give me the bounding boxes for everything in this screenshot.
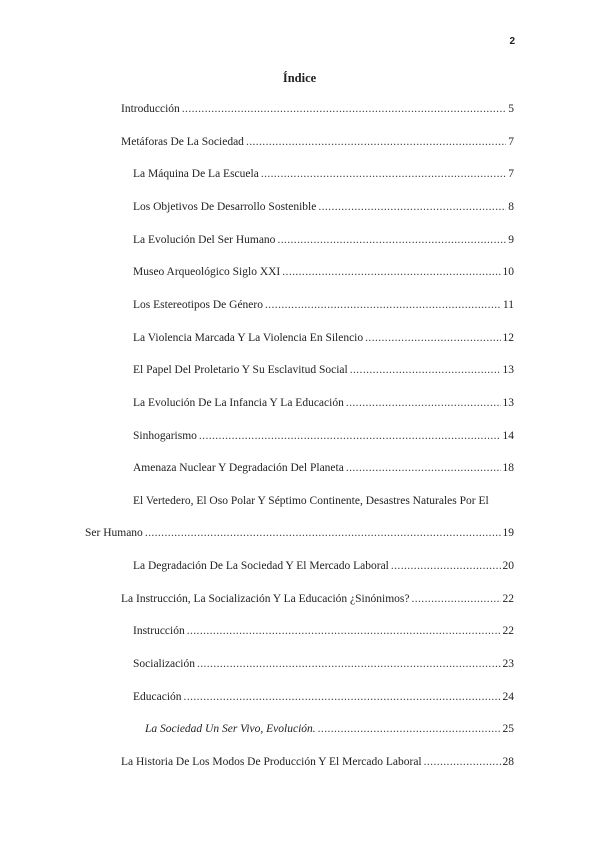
toc-leader-dots	[346, 396, 501, 410]
toc-leader-dots	[318, 200, 506, 214]
toc-entry-page: 20	[502, 560, 514, 572]
toc-entry-page: 12	[502, 332, 514, 344]
toc-entry-evolucion-ser-humano[interactable]	[133, 233, 514, 247]
toc-entry-page: 13	[502, 397, 514, 409]
toc-leader-dots	[145, 526, 501, 540]
toc-entry-label: Instrucción	[133, 625, 185, 637]
toc-entry-page: 7	[508, 136, 514, 148]
toc-entry-page: 8	[508, 201, 514, 213]
toc-entry-socializacion[interactable]	[133, 657, 514, 671]
toc-entry-page: 9	[508, 234, 514, 246]
toc-entry-label: Amenaza Nuclear Y Degradación Del Planeta	[133, 462, 344, 474]
page-title: Índice	[282, 71, 317, 85]
toc-entry-label: La Sociedad Un Ser Vivo, Evolución.	[145, 723, 316, 735]
toc-leader-dots	[197, 657, 501, 671]
toc-entry-instruccion[interactable]	[133, 624, 514, 638]
toc-entry-sinhogarismo[interactable]	[133, 429, 514, 443]
toc-entry-label: Metáforas De La Sociedad	[121, 136, 244, 148]
toc-entry-sociedad-ser-vivo[interactable]	[145, 722, 514, 736]
toc-leader-dots	[318, 722, 501, 736]
toc-entry-page: 25	[502, 723, 514, 735]
toc-entry-page: 10	[502, 266, 514, 278]
toc-leader-dots	[424, 755, 501, 769]
toc-leader-dots	[184, 690, 501, 704]
toc-leader-dots	[282, 265, 500, 279]
toc-entry-evolucion-infancia[interactable]	[133, 396, 514, 410]
toc-leader-dots	[265, 298, 501, 312]
toc-entry-label: Socialización	[133, 658, 195, 670]
toc-entry-label: Los Estereotipos De Género	[133, 299, 263, 311]
toc-entry-page: 24	[502, 691, 514, 703]
toc-entry-label: Museo Arqueológico Siglo XXI	[133, 266, 281, 278]
toc-entry-label: La Instrucción, La Socialización Y La Educación ¿Sinónimos?	[121, 593, 410, 605]
toc-entry-label: Educación	[133, 691, 182, 703]
toc-leader-dots	[277, 233, 506, 247]
toc-entry-estereotipos-genero[interactable]	[133, 298, 514, 312]
toc-entry-vertedero-line1[interactable]: El Vertedero, El Oso Polar Y Séptimo Continente, Desastres Naturales Por El	[133, 495, 489, 507]
toc-entry-label: La Máquina De La Escuela	[133, 168, 259, 180]
toc-entry-label: El Papel Del Proletario Y Su Esclavitud Social	[133, 364, 348, 376]
toc-entry-label: Los Objetivos De Desarrollo Sostenible	[133, 201, 317, 213]
toc-entry-page: 13	[502, 364, 514, 376]
toc-entry-label: Introducción	[121, 103, 180, 115]
toc-leader-dots	[411, 592, 500, 606]
toc-entry-degradacion-sociedad[interactable]	[133, 559, 514, 573]
toc-entry-label: La Violencia Marcada Y La Violencia En Silencio	[133, 332, 364, 344]
toc-entry-page: 28	[502, 756, 514, 768]
toc-entry-amenaza-nuclear[interactable]	[133, 461, 514, 475]
toc-entry-museo-arqueologico[interactable]	[133, 265, 514, 279]
toc-entry-page: 19	[502, 527, 514, 539]
toc-entry-page: 22	[502, 625, 514, 637]
toc-leader-dots	[187, 624, 501, 638]
toc-leader-dots	[182, 102, 506, 116]
toc-entry-educacion[interactable]	[133, 690, 514, 704]
toc-entry-page: 18	[502, 462, 514, 474]
toc-entry-page: 22	[502, 593, 514, 605]
toc-entry-label: La Historia De Los Modos De Producción Y El Mercado Laboral	[121, 756, 422, 768]
toc-leader-dots	[199, 429, 501, 443]
toc-entry-violencia[interactable]	[133, 331, 514, 345]
toc-entry-page: 11	[502, 299, 514, 311]
toc-leader-dots	[261, 167, 506, 181]
toc-entry-introduccion[interactable]	[121, 102, 514, 116]
toc-leader-dots	[391, 559, 501, 573]
toc-leader-dots	[346, 461, 501, 475]
toc-entry-objetivos-desarrollo[interactable]	[133, 200, 514, 214]
toc-entry-label: Sinhogarismo	[133, 430, 197, 442]
toc-leader-dots	[365, 331, 500, 345]
toc-entry-label: La Evolución Del Ser Humano	[133, 234, 276, 246]
toc-entry-papel-proletario[interactable]	[133, 363, 514, 377]
toc-entry-vertedero[interactable]	[85, 526, 514, 540]
toc-entry-label: La Degradación De La Sociedad Y El Mercado Laboral	[133, 560, 389, 572]
toc-entry-page: 7	[508, 168, 514, 180]
toc-leader-dots	[350, 363, 501, 377]
toc-entry-page: 14	[502, 430, 514, 442]
toc-entry-page: 5	[508, 103, 514, 115]
toc-leader-dots	[246, 135, 506, 149]
toc-entry-historia-modos-produccion[interactable]	[121, 755, 514, 769]
toc-entry-instruccion-socializacion[interactable]	[121, 592, 514, 606]
page-number: 2	[509, 36, 515, 47]
toc-entry-label: Ser Humano	[85, 527, 143, 539]
toc-entry-page: 23	[502, 658, 514, 670]
toc-entry-metaforas[interactable]	[121, 135, 514, 149]
toc-entry-label: La Evolución De La Infancia Y La Educación	[133, 397, 344, 409]
toc-entry-maquina-escuela[interactable]	[133, 167, 514, 181]
